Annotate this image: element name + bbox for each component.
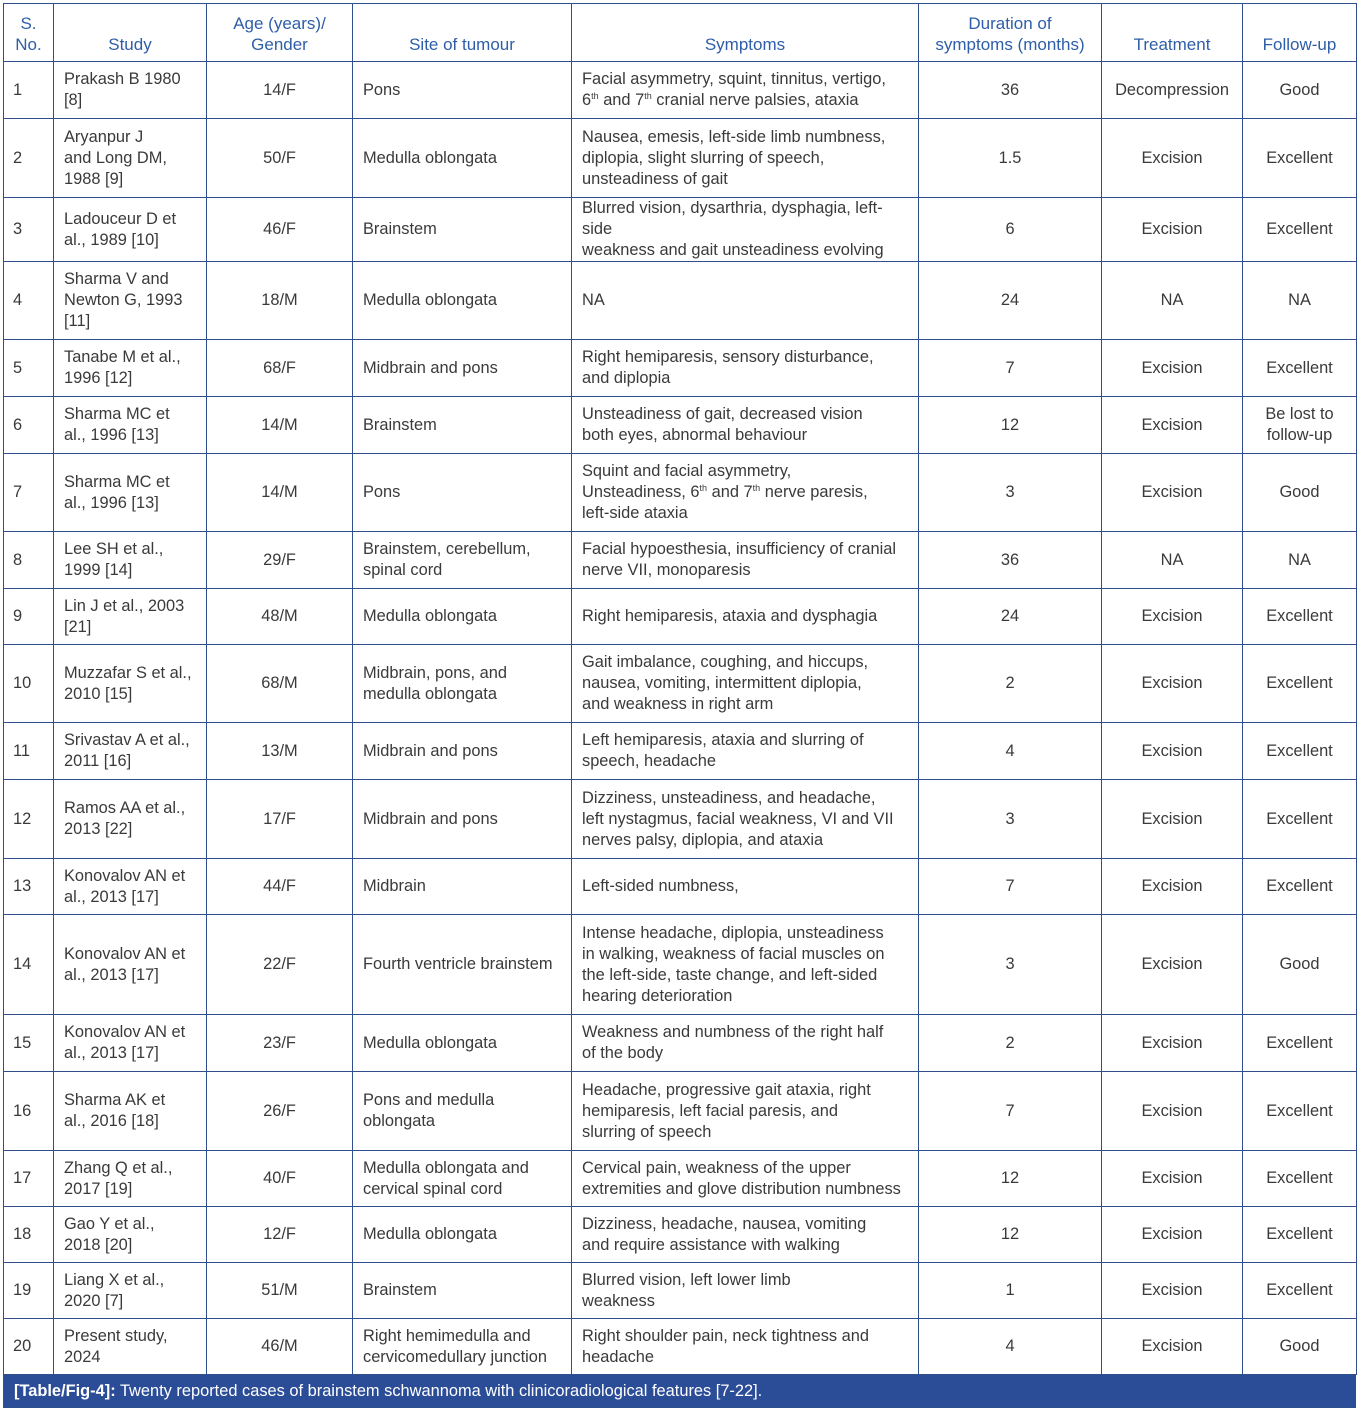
cell-age-gender: 18/M xyxy=(207,262,353,340)
cell-symptoms: Right hemiparesis, ataxia and dysphagia xyxy=(572,589,919,645)
cell-followup: Good xyxy=(1243,915,1357,1015)
cell-age-gender: 22/F xyxy=(207,915,353,1015)
table-row xyxy=(4,454,1357,532)
table-row xyxy=(4,589,1357,645)
cell-duration: 4 xyxy=(919,723,1102,780)
cell-symptoms: Gait imbalance, coughing, and hiccups, nausea, vomiting, intermittent diplopia, and weakness in right arm xyxy=(572,645,919,723)
cell-sno: 2 xyxy=(4,119,54,198)
cell-study: Zhang Q et al., 2017 [19] xyxy=(54,1151,207,1207)
header-treatment: Treatment xyxy=(1102,4,1243,62)
table-caption xyxy=(3,1375,1356,1408)
cell-age-gender: 26/F xyxy=(207,1072,353,1151)
cell-age-gender: 14/M xyxy=(207,397,353,454)
cell-treatment: Excision xyxy=(1102,340,1243,397)
cell-site: Fourth ventricle brainstem xyxy=(353,915,572,1015)
cell-duration: 3 xyxy=(919,915,1102,1015)
table-row xyxy=(4,1263,1357,1319)
cell-site: Brainstem xyxy=(353,1263,572,1319)
cell-treatment: Decompression xyxy=(1102,62,1243,119)
cell-sno: 13 xyxy=(4,859,54,915)
cell-site: Midbrain and pons xyxy=(353,340,572,397)
cell-age-gender: 12/F xyxy=(207,1207,353,1263)
cell-age-gender: 46/M xyxy=(207,1319,353,1375)
cell-age-gender: 50/F xyxy=(207,119,353,198)
table-row xyxy=(4,1015,1357,1072)
table-row xyxy=(4,397,1357,454)
cell-treatment: Excision xyxy=(1102,454,1243,532)
cell-symptoms: Blurred vision, left lower limb weakness xyxy=(572,1263,919,1319)
cell-followup: Good xyxy=(1243,1319,1357,1375)
header-symptoms: Symptoms xyxy=(572,4,919,62)
cell-duration: 1 xyxy=(919,1263,1102,1319)
cell-symptoms: Nausea, emesis, left-side limb numbness, diplopia, slight slurring of speech, unsteadiness of gait xyxy=(572,119,919,198)
cell-duration: 24 xyxy=(919,589,1102,645)
cell-duration: 4 xyxy=(919,1319,1102,1375)
cell-sno: 5 xyxy=(4,340,54,397)
cell-followup: Excellent xyxy=(1243,1015,1357,1072)
cell-sno: 9 xyxy=(4,589,54,645)
cell-treatment: Excision xyxy=(1102,1263,1243,1319)
cell-followup: Excellent xyxy=(1243,589,1357,645)
cell-symptoms: Right shoulder pain, neck tightness and headache xyxy=(572,1319,919,1375)
cell-site: Medulla oblongata xyxy=(353,589,572,645)
cell-symptoms: Left hemiparesis, ataxia and slurring of speech, headache xyxy=(572,723,919,780)
header-row xyxy=(4,4,1357,62)
table-row xyxy=(4,340,1357,397)
cell-study: Konovalov AN et al., 2013 [17] xyxy=(54,859,207,915)
cell-study: Ramos AA et al., 2013 [22] xyxy=(54,780,207,859)
cell-sno: 18 xyxy=(4,1207,54,1263)
cell-age-gender: 14/F xyxy=(207,62,353,119)
cell-symptoms: Cervical pain, weakness of the upper extremities and glove distribution numbness xyxy=(572,1151,919,1207)
cell-sno: 12 xyxy=(4,780,54,859)
table-row xyxy=(4,723,1357,780)
cell-site: Medulla oblongata and cervical spinal cord xyxy=(353,1151,572,1207)
cell-duration: 12 xyxy=(919,1207,1102,1263)
header-duration: Duration of symptoms (months) xyxy=(919,4,1102,62)
table-row xyxy=(4,780,1357,859)
table-row xyxy=(4,198,1357,262)
cell-duration: 2 xyxy=(919,1015,1102,1072)
cell-age-gender: 23/F xyxy=(207,1015,353,1072)
cell-followup: Excellent xyxy=(1243,119,1357,198)
cell-study: Srivastav A et al., 2011 [16] xyxy=(54,723,207,780)
cell-sno: 19 xyxy=(4,1263,54,1319)
cell-treatment: Excision xyxy=(1102,1319,1243,1375)
cell-followup: Good xyxy=(1243,62,1357,119)
cell-site: Midbrain and pons xyxy=(353,723,572,780)
cell-study: Aryanpur J and Long DM, 1988 [9] xyxy=(54,119,207,198)
table-figure xyxy=(3,3,1356,1408)
cell-followup: Be lost to follow-up xyxy=(1243,397,1357,454)
cell-sno: 15 xyxy=(4,1015,54,1072)
cell-treatment: Excision xyxy=(1102,119,1243,198)
table-row xyxy=(4,62,1357,119)
cell-study: Tanabe M et al., 1996 [12] xyxy=(54,340,207,397)
cell-treatment: Excision xyxy=(1102,915,1243,1015)
cell-followup: Excellent xyxy=(1243,859,1357,915)
cell-duration: 3 xyxy=(919,454,1102,532)
cell-duration: 24 xyxy=(919,262,1102,340)
cell-age-gender: 14/M xyxy=(207,454,353,532)
cell-site: Brainstem, cerebellum, spinal cord xyxy=(353,532,572,589)
cell-study: Prakash B 1980 [8] xyxy=(54,62,207,119)
cell-symptoms: Left-sided numbness, xyxy=(572,859,919,915)
cell-sno: 10 xyxy=(4,645,54,723)
table-row xyxy=(4,1319,1357,1375)
cell-sno: 1 xyxy=(4,62,54,119)
cell-study: Sharma V and Newton G, 1993 [11] xyxy=(54,262,207,340)
cell-site: Right hemimedulla and cervicomedullary junction xyxy=(353,1319,572,1375)
cell-symptoms: Facial hypoesthesia, insufficiency of cranial nerve VII, monoparesis xyxy=(572,532,919,589)
cell-duration: 7 xyxy=(919,1072,1102,1151)
cell-age-gender: 51/M xyxy=(207,1263,353,1319)
cell-sno: 4 xyxy=(4,262,54,340)
cell-treatment: NA xyxy=(1102,262,1243,340)
cell-duration: 12 xyxy=(919,1151,1102,1207)
cell-site: Brainstem xyxy=(353,397,572,454)
cell-symptoms: Unsteadiness of gait, decreased vision both eyes, abnormal behaviour xyxy=(572,397,919,454)
cell-symptoms: Headache, progressive gait ataxia, right hemiparesis, left facial paresis, and slurring of speech xyxy=(572,1072,919,1151)
table-row xyxy=(4,859,1357,915)
cell-study: Sharma MC et al., 1996 [13] xyxy=(54,454,207,532)
cell-treatment: Excision xyxy=(1102,1207,1243,1263)
header-site: Site of tumour xyxy=(353,4,572,62)
cell-followup: Good xyxy=(1243,454,1357,532)
cell-treatment: Excision xyxy=(1102,645,1243,723)
header-study: Study xyxy=(54,4,207,62)
header-age: Age (years)/ Gender xyxy=(207,4,353,62)
cell-age-gender: 68/F xyxy=(207,340,353,397)
cell-duration: 6 xyxy=(919,198,1102,262)
cell-site: Medulla oblongata xyxy=(353,262,572,340)
cell-sno: 6 xyxy=(4,397,54,454)
cell-study: Konovalov AN et al., 2013 [17] xyxy=(54,915,207,1015)
cell-sno: 8 xyxy=(4,532,54,589)
cell-study: Muzzafar S et al., 2010 [15] xyxy=(54,645,207,723)
cell-followup: Excellent xyxy=(1243,645,1357,723)
cell-symptoms: NA xyxy=(572,262,919,340)
cell-duration: 12 xyxy=(919,397,1102,454)
cell-treatment: Excision xyxy=(1102,1072,1243,1151)
cell-followup: Excellent xyxy=(1243,198,1357,262)
table-row xyxy=(4,532,1357,589)
cell-study: Sharma AK et al., 2016 [18] xyxy=(54,1072,207,1151)
cell-site: Pons xyxy=(353,454,572,532)
cell-treatment: Excision xyxy=(1102,1151,1243,1207)
cell-study: Lin J et al., 2003 [21] xyxy=(54,589,207,645)
cell-site: Pons xyxy=(353,62,572,119)
cell-study: Gao Y et al., 2018 [20] xyxy=(54,1207,207,1263)
cell-followup: Excellent xyxy=(1243,340,1357,397)
table-row xyxy=(4,119,1357,198)
cell-age-gender: 48/M xyxy=(207,589,353,645)
caption-label: [Table/Fig-4]: xyxy=(14,1382,116,1400)
cell-site: Medulla oblongata xyxy=(353,1207,572,1263)
cell-followup: Excellent xyxy=(1243,1207,1357,1263)
cell-sno: 3 xyxy=(4,198,54,262)
cell-duration: 1.5 xyxy=(919,119,1102,198)
header-sno: S. No. xyxy=(4,4,54,62)
cell-treatment: NA xyxy=(1102,532,1243,589)
cell-age-gender: 13/M xyxy=(207,723,353,780)
cell-age-gender: 44/F xyxy=(207,859,353,915)
header-followup: Follow-up xyxy=(1243,4,1357,62)
cell-study: Lee SH et al., 1999 [14] xyxy=(54,532,207,589)
cell-sno: 14 xyxy=(4,915,54,1015)
cell-followup: NA xyxy=(1243,262,1357,340)
cell-treatment: Excision xyxy=(1102,859,1243,915)
cell-symptoms: Weakness and numbness of the right half of the body xyxy=(572,1015,919,1072)
table-row xyxy=(4,1207,1357,1263)
table-row xyxy=(4,1072,1357,1151)
cell-followup: Excellent xyxy=(1243,723,1357,780)
cell-symptoms: Dizziness, headache, nausea, vomiting and require assistance with walking xyxy=(572,1207,919,1263)
cell-sno: 16 xyxy=(4,1072,54,1151)
cell-site: Midbrain, pons, and medulla oblongata xyxy=(353,645,572,723)
cell-symptoms: Right hemiparesis, sensory disturbance, and diplopia xyxy=(572,340,919,397)
cell-symptoms: Facial asymmetry, squint, tinnitus, vertigo, 6th and 7th cranial nerve palsies, ataxia xyxy=(572,62,919,119)
cell-age-gender: 68/M xyxy=(207,645,353,723)
cell-study: Ladouceur D et al., 1989 [10] xyxy=(54,198,207,262)
cell-age-gender: 40/F xyxy=(207,1151,353,1207)
cell-duration: 36 xyxy=(919,532,1102,589)
cell-study: Liang X et al., 2020 [7] xyxy=(54,1263,207,1319)
cell-age-gender: 17/F xyxy=(207,780,353,859)
cell-study: Present study, 2024 xyxy=(54,1319,207,1375)
cell-followup: NA xyxy=(1243,532,1357,589)
table-row xyxy=(4,1151,1357,1207)
cell-age-gender: 29/F xyxy=(207,532,353,589)
cell-symptoms: Dizziness, unsteadiness, and headache, left nystagmus, facial weakness, VI and VII nerves palsy, diplopia, and ataxia xyxy=(572,780,919,859)
cell-site: Medulla oblongata xyxy=(353,119,572,198)
cell-treatment: Excision xyxy=(1102,780,1243,859)
table-row xyxy=(4,262,1357,340)
cell-duration: 36 xyxy=(919,62,1102,119)
cell-symptoms: Blurred vision, dysarthria, dysphagia, left-side weakness and gait unsteadiness evolving xyxy=(572,198,919,262)
cell-treatment: Excision xyxy=(1102,1015,1243,1072)
cell-followup: Excellent xyxy=(1243,1151,1357,1207)
cell-site: Pons and medulla oblongata xyxy=(353,1072,572,1151)
table-row xyxy=(4,915,1357,1015)
cell-treatment: Excision xyxy=(1102,198,1243,262)
cell-treatment: Excision xyxy=(1102,723,1243,780)
cell-site: Midbrain xyxy=(353,859,572,915)
cell-symptoms: Intense headache, diplopia, unsteadiness in walking, weakness of facial muscles on the left-side, taste change, and left-sided hearing deterioration xyxy=(572,915,919,1015)
cell-sno: 20 xyxy=(4,1319,54,1375)
table-row xyxy=(4,645,1357,723)
cell-treatment: Excision xyxy=(1102,397,1243,454)
cell-symptoms: Squint and facial asymmetry, Unsteadiness, 6th and 7th nerve paresis, left-side ataxia xyxy=(572,454,919,532)
cell-duration: 7 xyxy=(919,340,1102,397)
cell-duration: 3 xyxy=(919,780,1102,859)
cell-study: Sharma MC et al., 1996 [13] xyxy=(54,397,207,454)
caption-text: Twenty reported cases of brainstem schwannoma with clinicoradiological features [7-22]. xyxy=(115,1382,763,1400)
cell-site: Medulla oblongata xyxy=(353,1015,572,1072)
cell-sno: 11 xyxy=(4,723,54,780)
cell-followup: Excellent xyxy=(1243,1263,1357,1319)
cell-study: Konovalov AN et al., 2013 [17] xyxy=(54,1015,207,1072)
cell-followup: Excellent xyxy=(1243,1072,1357,1151)
cell-duration: 2 xyxy=(919,645,1102,723)
cell-followup: Excellent xyxy=(1243,780,1357,859)
cell-treatment: Excision xyxy=(1102,589,1243,645)
cell-sno: 7 xyxy=(4,454,54,532)
cell-sno: 17 xyxy=(4,1151,54,1207)
cell-site: Brainstem xyxy=(353,198,572,262)
schwannoma-cases-table xyxy=(3,3,1357,1375)
cell-age-gender: 46/F xyxy=(207,198,353,262)
cell-duration: 7 xyxy=(919,859,1102,915)
cell-site: Midbrain and pons xyxy=(353,780,572,859)
